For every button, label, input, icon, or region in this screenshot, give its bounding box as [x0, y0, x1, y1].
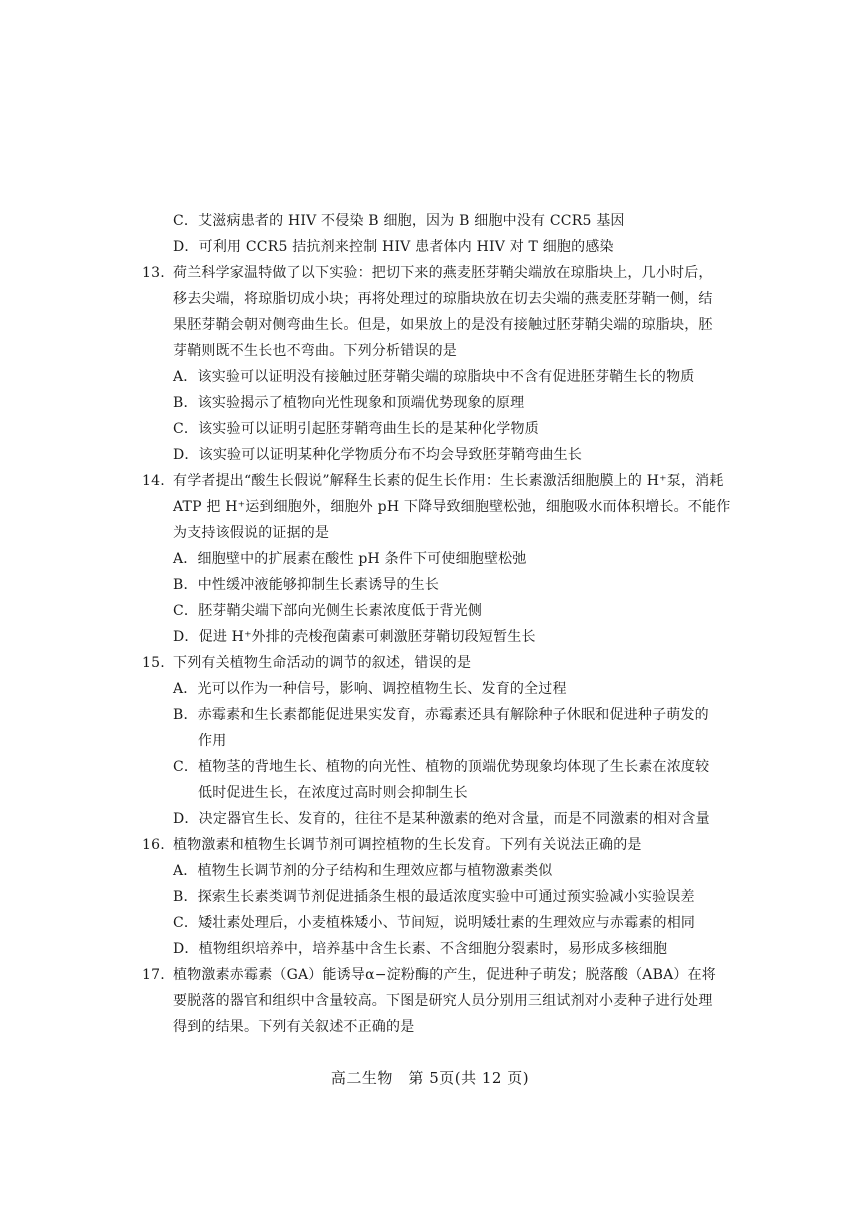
question-number: 15. — [142, 655, 165, 671]
answer-option: C．矮壮素处理后，小麦植株矮小、节间短，说明矮壮素的生理效应与赤霉素的相同 — [173, 915, 696, 931]
answer-option: D．决定器官生长、发育的，往往不是某种激素的绝对含量，而是不同激素的相对含量 — [173, 811, 710, 827]
answer-option-continuation: 作用 — [198, 733, 227, 749]
question-stem-line: 要脱落的器官和组织中含量较高。下图是研究人员分别用三组试剂对小麦种子进行处理 — [173, 993, 713, 1009]
answer-option: A．细胞壁中的扩展素在酸性 pH 条件下可使细胞壁松弛 — [173, 551, 527, 567]
question-stem-line — [142, 832, 745, 858]
answer-option: C．胚芽鞘尖端下部向光侧生长素浓度低于背光侧 — [173, 603, 483, 619]
answer-option: B．探索生长素类调节剂促进插条生根的最适浓度实验中可通过预实验减小实验误差 — [173, 889, 695, 905]
answer-option: C．艾滋病患者的 HIV 不侵染 B 细胞，因为 B 细胞中没有 CCR5 基因 — [173, 213, 625, 229]
question-stem-line — [142, 468, 745, 494]
question-text: 植物激素和植物生长调节剂可调控植物的生长发育。下列有关说法正确的是 — [173, 837, 642, 853]
question-number: 16. — [142, 837, 165, 853]
question-number: 14. — [142, 473, 165, 489]
question-content — [142, 208, 745, 1040]
answer-option: D．可利用 CCR5 拮抗剂来控制 HIV 患者体内 HIV 对 T 细胞的感染 — [173, 239, 614, 255]
answer-option: A．该实验可以证明没有接触过胚芽鞘尖端的琼脂块中不含有促进胚芽鞘生长的物质 — [173, 369, 695, 385]
answer-option: A．光可以作为一种信号，影响、调控植物生长、发育的全过程 — [173, 681, 567, 697]
question-stem-line: ATP 把 H⁺运到细胞外，细胞外 pH 下降导致细胞壁松弛，细胞吸水而体积增长。不能作 — [173, 499, 731, 515]
question-stem-line: 为支持该假说的证据的是 — [173, 525, 330, 541]
question-number: 13. — [142, 265, 165, 281]
question-text: 荷兰科学家温特做了以下实验：把切下来的燕麦胚芽鞘尖端放在琼脂块上，几小时后， — [173, 265, 713, 281]
question-stem-line — [142, 962, 745, 988]
question-text: 有学者提出“酸生长假说”解释生长素的促生长作用：生长素激活细胞膜上的 H⁺泵，消耗 — [173, 473, 724, 489]
question-stem-line: 芽鞘则既不生长也不弯曲。下列分析错误的是 — [173, 343, 457, 359]
question-stem-line — [142, 650, 745, 676]
question-number: 17. — [142, 967, 165, 983]
answer-option: B．该实验揭示了植物向光性现象和顶端优势现象的原理 — [173, 395, 525, 411]
question-stem-line: 移去尖端，将琼脂切成小块；再将处理过的琼脂块放在切去尖端的燕麦胚芽鞘一侧，结 — [173, 291, 713, 307]
answer-option: B．中性缓冲液能够抑制生长素诱导的生长 — [173, 577, 440, 593]
answer-option: D．植物组织培养中，培养基中含生长素、不含细胞分裂素时，易形成多核细胞 — [173, 941, 668, 957]
question-stem-line: 果胚芽鞘会朝对侧弯曲生长。但是，如果放上的是没有接触过胚芽鞘尖端的琼脂块，胚 — [173, 317, 713, 333]
answer-option: B．赤霉素和生长素都能促进果实发育，赤霉素还具有解除种子休眠和促进种子萌发的 — [173, 707, 709, 723]
answer-option: C．该实验可以证明引起胚芽鞘弯曲生长的是某种化学物质 — [173, 421, 539, 437]
question-stem-line — [142, 260, 745, 286]
answer-option: D．该实验可以证明某种化学物质分布不均会导致胚芽鞘弯曲生长 — [173, 447, 583, 463]
answer-option: D．促进 H⁺外排的壳梭孢菌素可刺激胚芽鞘切段短暂生长 — [173, 629, 536, 645]
answer-option: A．植物生长调节剂的分子结构和生理效应都与植物激素类似 — [173, 863, 553, 879]
answer-option: C．植物茎的背地生长、植物的向光性、植物的顶端优势现象均体现了生长素在浓度较 — [173, 759, 710, 775]
question-text: 植物激素赤霉素（GA）能诱导α−淀粉酶的产生，促进种子萌发；脱落酸（ABA）在将 — [173, 967, 716, 983]
page-footer: 高二生物 第 5页(共 12 页) — [330, 1069, 530, 1087]
question-stem-line: 得到的结果。下列有关叙述不正确的是 — [173, 1019, 415, 1035]
question-text: 下列有关植物生命活动的调节的叙述，错误的是 — [173, 655, 472, 671]
answer-option-continuation: 低时促进生长，在浓度过高时则会抑制生长 — [198, 785, 468, 801]
